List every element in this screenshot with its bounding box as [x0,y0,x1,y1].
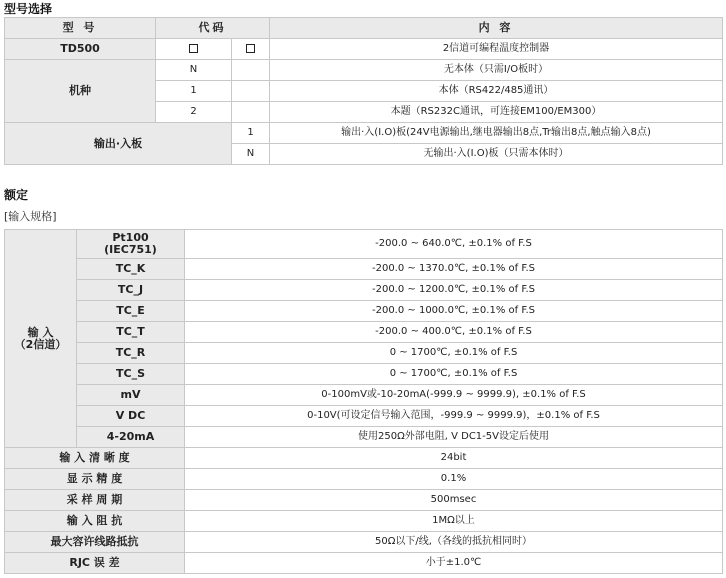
header-code: 代码 [156,18,270,39]
input-spec: 0 ~ 1700℃, ±0.1% of F.S [185,364,723,385]
spec-row [5,490,723,511]
spec-label: 输 入 阻 抗 [5,511,185,532]
body-code: N [156,60,232,81]
spec-value: 小于±1.0℃ [185,553,723,574]
input-row [5,322,723,343]
input-row [5,406,723,427]
spec-value: 1MΩ以上 [185,511,723,532]
header-model: 型 号 [5,18,156,39]
input-type: TC_E [77,301,185,322]
model-selection-table [4,17,723,165]
input-type-line1: Pt100 [112,231,149,244]
input-row [5,230,723,259]
rating-title: 额定 [4,188,29,202]
body-group-label: 机种 [5,60,156,123]
input-type: mV [77,385,185,406]
input-type: 4-20mA [77,427,185,448]
input-spec: -200.0 ~ 640.0℃, ±0.1% of F.S [185,230,723,259]
spec-value: 0.1% [185,469,723,490]
spec-label: 最大容许线路抵抗 [5,532,185,553]
input-spec-subtitle: [输入规格] [4,210,57,223]
input-spec: 使用250Ω外部电阻, V DC1-5V设定后使用 [185,427,723,448]
spec-row [5,511,723,532]
body-row-n [5,60,723,81]
spec-label: 显 示 精 度 [5,469,185,490]
input-group-line2: （2信道） [14,337,67,351]
spec-row [5,553,723,574]
model-table-header-row [5,18,723,39]
input-spec: -200.0 ~ 1000.0℃, ±0.1% of F.S [185,301,723,322]
model-name: TD500 [5,39,156,60]
io-code: N [232,144,270,165]
spec-row [5,532,723,553]
input-spec: -200.0 ~ 400.0℃, ±0.1% of F.S [185,322,723,343]
body-code: 2 [156,102,232,123]
rating-table [4,229,723,574]
body-description: 本题（RS232C通讯，可连接EM100/EM300） [270,102,723,123]
code-slot-2 [232,39,270,60]
input-type: TC_T [77,322,185,343]
input-row [5,343,723,364]
input-type [77,230,185,259]
body-code: 1 [156,81,232,102]
empty-box-icon [189,44,198,53]
input-row [5,427,723,448]
spec-label: 输 入 清 晰 度 [5,448,185,469]
input-row [5,280,723,301]
input-row [5,259,723,280]
model-description: 2信道可编程温度控制器 [270,39,723,60]
io-description: 输出·入(I.O)板(24V电源输出,继电器输出8点,Tr输出8点,触点输入8点) [270,123,723,144]
body-description: 本体（RS422/485通讯） [270,81,723,102]
spec-label: RJC 误 差 [5,553,185,574]
input-type: TC_S [77,364,185,385]
input-group-label [5,230,77,448]
model-selection-title: 型号选择 [4,2,53,16]
input-row [5,385,723,406]
input-group-line1: 输 入 [27,325,54,339]
input-spec: 0-100mV或-10-20mA(-999.9 ~ 9999.9), ±0.1% of F.S [185,385,723,406]
input-spec: -200.0 ~ 1200.0℃, ±0.1% of F.S [185,280,723,301]
input-type: V DC [77,406,185,427]
spec-value: 500msec [185,490,723,511]
header-content: 内 容 [270,18,723,39]
input-type: TC_K [77,259,185,280]
code-slot-1 [156,39,232,60]
io-row-1 [5,123,723,144]
input-row [5,301,723,322]
spec-value: 50Ω以下/线,（各线的抵抗相同时） [185,532,723,553]
input-spec: 0 ~ 1700℃, ±0.1% of F.S [185,343,723,364]
input-type: TC_R [77,343,185,364]
io-group-label: 输出·入板 [5,123,232,165]
body-description: 无本体（只需I/O板时） [270,60,723,81]
empty-box-icon [246,44,255,53]
input-type-line2: (IEC751) [104,243,157,256]
input-row [5,364,723,385]
input-type: TC_J [77,280,185,301]
input-spec: 0-10V(可设定信号输入范围，-999.9 ~ 9999.9)，±0.1% of F.S [185,406,723,427]
model-row-td500 [5,39,723,60]
io-code: 1 [232,123,270,144]
spec-row [5,448,723,469]
spec-label: 采 样 周 期 [5,490,185,511]
input-spec: -200.0 ~ 1370.0℃, ±0.1% of F.S [185,259,723,280]
spec-row [5,469,723,490]
io-description: 无输出·入(I.O)板（只需本体时） [270,144,723,165]
spec-value: 24bit [185,448,723,469]
